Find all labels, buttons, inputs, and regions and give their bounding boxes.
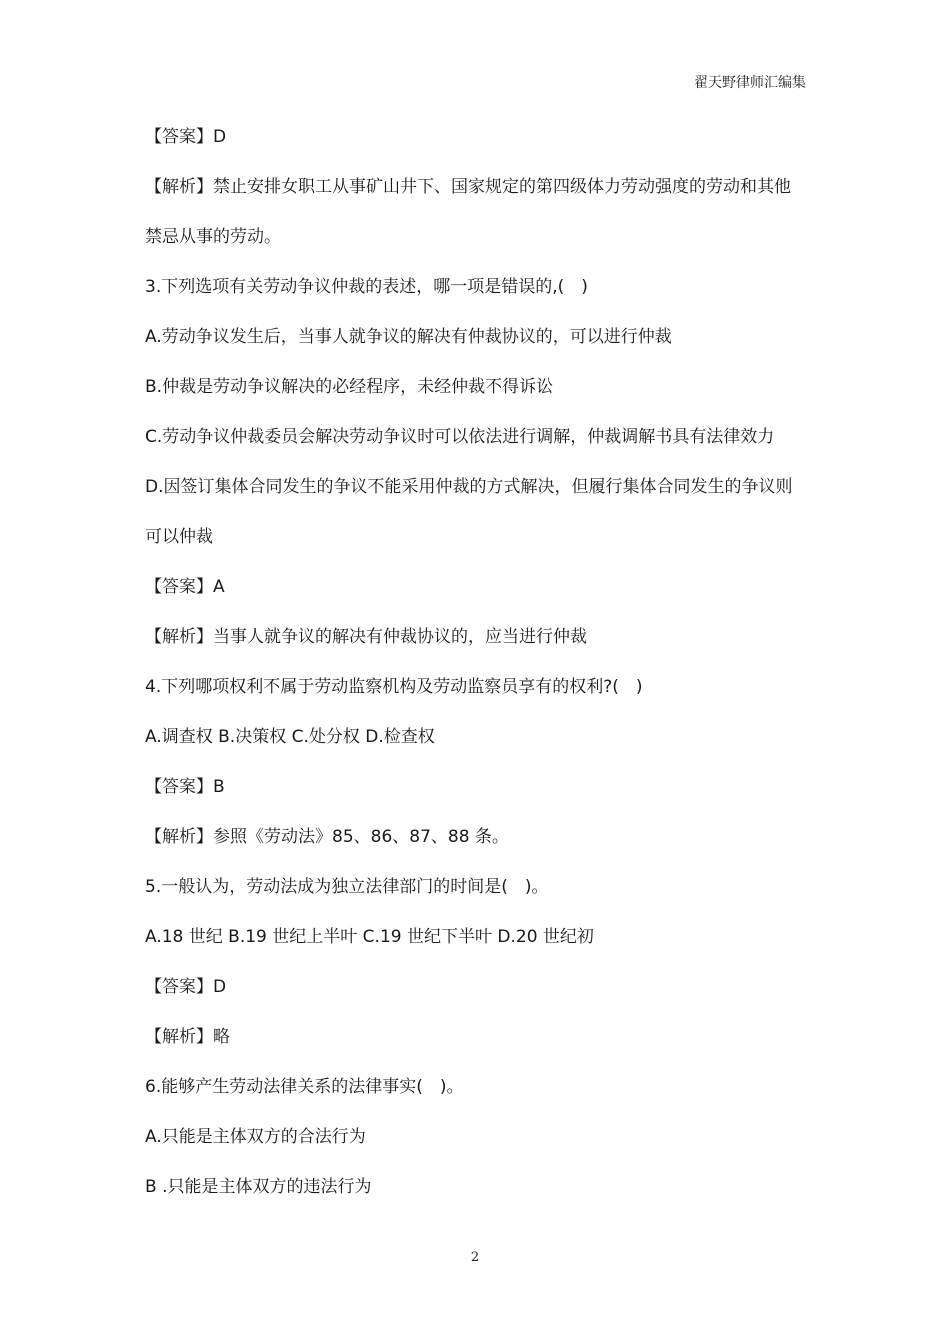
question-3-option-d: D.因签订集体合同发生的争议不能采用仲裁的方式解决，但履行集体合同发生的争议则 bbox=[145, 477, 793, 497]
answer-line: 【答案】D bbox=[145, 127, 227, 147]
answer-line: 【答案】A bbox=[145, 577, 225, 597]
question-6-option-a: A.只能是主体双方的合法行为 bbox=[145, 1127, 366, 1147]
explanation-line: 【解析】参照《劳动法》85、86、87、88 条。 bbox=[145, 827, 509, 847]
question-4: 4.下列哪项权利不属于劳动监察机构及劳动监察员享有的权利?( ) bbox=[145, 677, 643, 697]
question-5-options: A.18 世纪 B.19 世纪上半叶 C.19 世纪下半叶 D.20 世纪初 bbox=[145, 927, 594, 947]
answer-line: 【答案】B bbox=[145, 777, 225, 797]
answer-line: 【答案】D bbox=[145, 977, 227, 997]
explanation-line: 【解析】当事人就争议的解决有仲裁协议的，应当进行仲裁 bbox=[145, 627, 587, 647]
explanation-line: 【解析】略 bbox=[145, 1027, 230, 1047]
question-3-option-b: B.仲裁是劳动争议解决的必经程序，未经仲裁不得诉讼 bbox=[145, 377, 554, 397]
question-5: 5.一般认为，劳动法成为独立法律部门的时间是( )。 bbox=[145, 877, 549, 897]
question-3-option-a: A.劳动争议发生后，当事人就争议的解决有仲裁协议的，可以进行仲裁 bbox=[145, 327, 672, 347]
question-4-options: A.调查权 B.决策权 C.处分权 D.检查权 bbox=[145, 727, 435, 747]
explanation-line-continued: 禁忌从事的劳动。 bbox=[145, 227, 281, 247]
question-6-option-b: B .只能是主体双方的违法行为 bbox=[145, 1177, 372, 1197]
page-number: 2 bbox=[470, 1250, 480, 1265]
page-header: 翟天野律师汇编集 bbox=[694, 75, 806, 91]
question-3-option-c: C.劳动争议仲裁委员会解决劳动争议时可以依法进行调解，仲裁调解书具有法律效力 bbox=[145, 427, 775, 447]
explanation-line: 【解析】禁止安排女职工从事矿山井下、国家规定的第四级体力劳动强度的劳动和其他 bbox=[145, 177, 791, 197]
question-3: 3.下列选项有关劳动争议仲裁的表述，哪一项是错误的,( ) bbox=[145, 277, 588, 297]
question-3-option-d-continued: 可以仲裁 bbox=[145, 527, 213, 547]
question-6: 6.能够产生劳动法律关系的法律事实( )。 bbox=[145, 1077, 464, 1097]
document-body bbox=[145, 120, 815, 1220]
